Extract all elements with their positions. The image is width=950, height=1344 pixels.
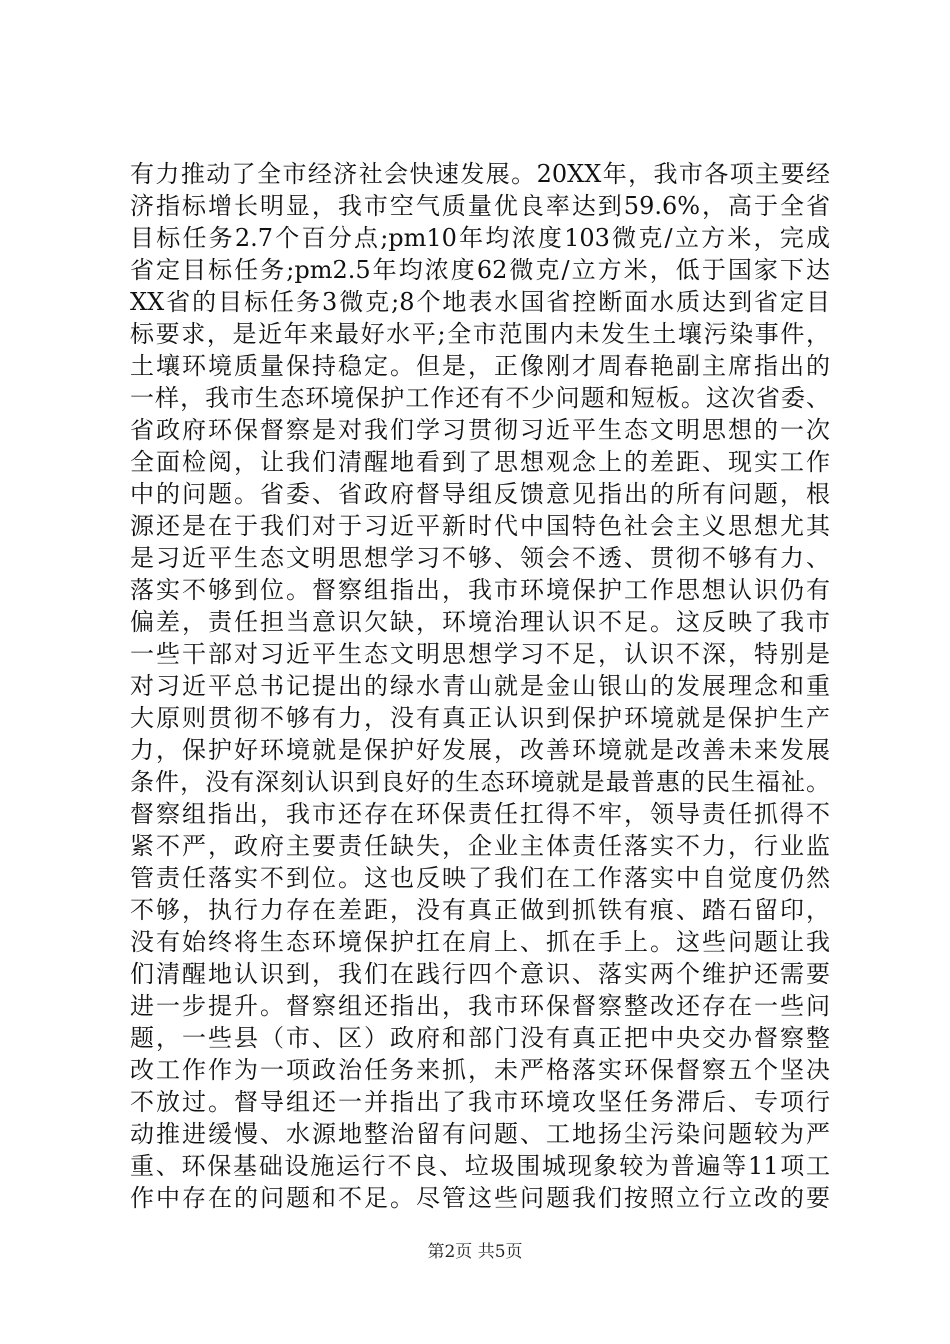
text-line: 管责任落实不到位。这也反映了我们在工作落实中自觉度仍然 bbox=[130, 864, 830, 892]
page-footer: 第2页 共5页 bbox=[427, 1242, 523, 1262]
text-line: 济指标增长明显，我市空气质量优良率达到59.6%，高于全省 bbox=[130, 192, 830, 220]
text-line: 紧不严，政府主要责任缺失，企业主体责任落实不力，行业监 bbox=[130, 832, 830, 860]
text-line: 标要求，是近年来最好水平;全市范围内未发生土壤污染事件， bbox=[130, 320, 830, 348]
text-line: 力，保护好环境就是保护好发展，改善环境就是改善未来发展 bbox=[130, 736, 830, 764]
text-line: 目标任务2.7个百分点;pm10年均浓度103微克/立方米，完成 bbox=[130, 224, 830, 252]
text-line: 没有始终将生态环境保护扛在肩上、抓在手上。这些问题让我 bbox=[130, 928, 830, 956]
text-line: 是习近平生态文明思想学习不够、领会不透、贯彻不够有力、 bbox=[130, 544, 830, 572]
text-line: 不放过。督导组还一并指出了我市环境攻坚任务滞后、专项行 bbox=[130, 1088, 830, 1116]
text-line: 土壤环境质量保持稳定。但是，正像刚才周春艳副主席指出的 bbox=[130, 352, 830, 380]
text-line: 大原则贯彻不够有力，没有真正认识到保护环境就是保护生产 bbox=[130, 704, 830, 732]
text-line: 全面检阅，让我们清醒地看到了思想观念上的差距、现实工作 bbox=[130, 448, 830, 476]
text-line: 对习近平总书记提出的绿水青山就是金山银山的发展理念和重 bbox=[130, 672, 830, 700]
text-line: 省政府环保督察是对我们学习贯彻习近平生态文明思想的一次 bbox=[130, 416, 830, 444]
text-line: 条件，没有深刻认识到良好的生态环境就是最普惠的民生福祉。 bbox=[130, 768, 830, 796]
text-line: 中的问题。省委、省政府督导组反馈意见指出的所有问题，根 bbox=[130, 480, 830, 508]
text-line: 督察组指出，我市还存在环保责任扛得不牢，领导责任抓得不 bbox=[130, 800, 830, 828]
body-text bbox=[130, 158, 830, 1214]
text-line: 改工作作为一项政治任务来抓，未严格落实环保督察五个坚决 bbox=[130, 1056, 830, 1084]
text-line: 进一步提升。督察组还指出，我市环保督察整改还存在一些问 bbox=[130, 992, 830, 1020]
text-line: 落实不够到位。督察组指出，我市环境保护工作思想认识仍有 bbox=[130, 576, 830, 604]
text-line: 动推进缓慢、水源地整治留有问题、工地扬尘污染问题较为严 bbox=[130, 1120, 830, 1148]
text-line: 一样，我市生态环境保护工作还有不少问题和短板。这次省委、 bbox=[130, 384, 830, 412]
text-line: 源还是在于我们对于习近平新时代中国特色社会主义思想尤其 bbox=[130, 512, 830, 540]
text-line: 不够，执行力存在差距，没有真正做到抓铁有痕、踏石留印， bbox=[130, 896, 830, 924]
text-line: XX省的目标任务3微克;8个地表水国省控断面水质达到省定目 bbox=[130, 288, 830, 316]
text-line: 偏差，责任担当意识欠缺，环境治理认识不足。这反映了我市 bbox=[130, 608, 830, 636]
text-line: 省定目标任务;pm2.5年均浓度62微克/立方米，低于国家下达 bbox=[130, 256, 830, 284]
text-line: 重、环保基础设施运行不良、垃圾围城现象较为普遍等11项工 bbox=[130, 1152, 830, 1180]
text-line: 有力推动了全市经济社会快速发展。20XX年，我市各项主要经 bbox=[130, 160, 830, 188]
text-line: 作中存在的问题和不足。尽管这些问题我们按照立行立改的要 bbox=[130, 1184, 830, 1212]
text-line: 题，一些县（市、区）政府和部门没有真正把中央交办督察整 bbox=[130, 1024, 830, 1052]
text-line: 们清醒地认识到，我们在践行四个意识、落实两个维护还需要 bbox=[130, 960, 830, 988]
text-line: 一些干部对习近平生态文明思想学习不足，认识不深，特别是 bbox=[130, 640, 830, 668]
